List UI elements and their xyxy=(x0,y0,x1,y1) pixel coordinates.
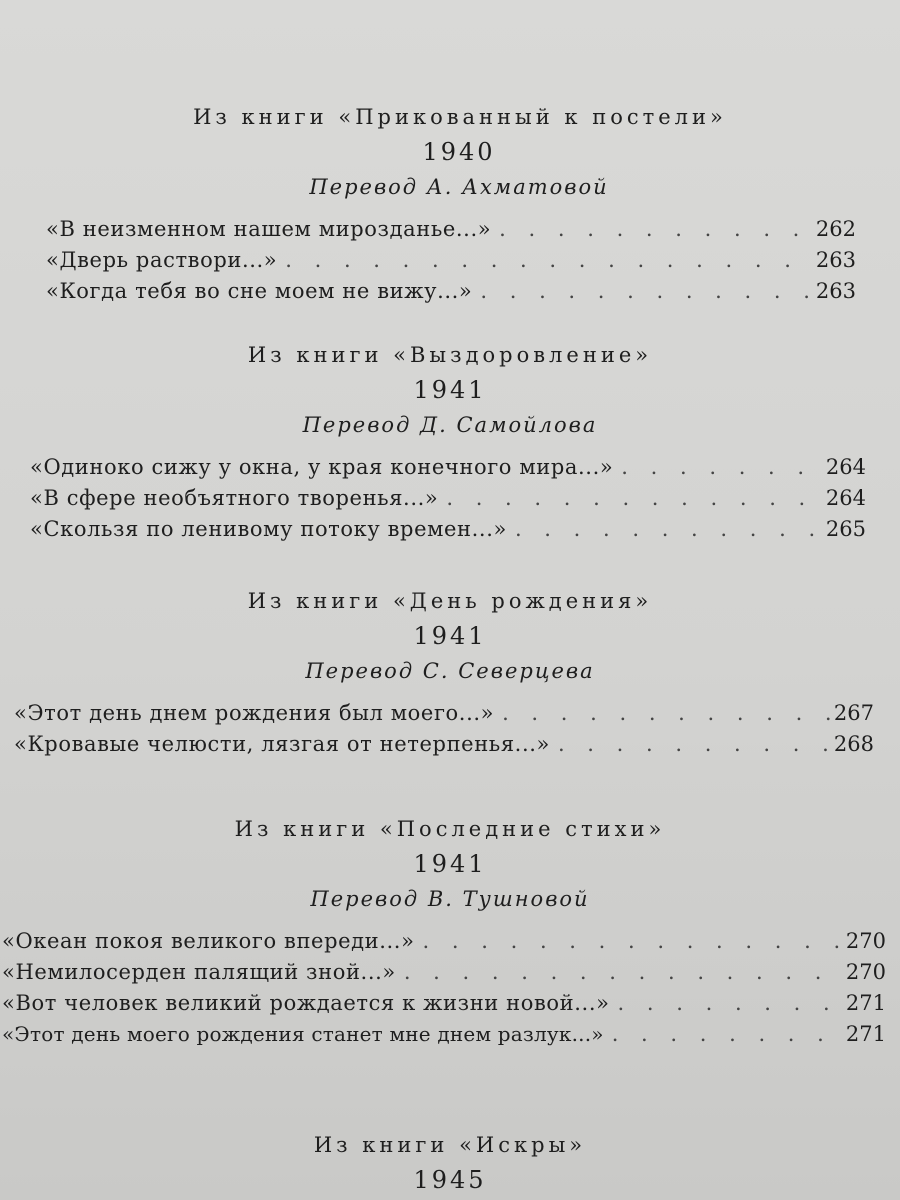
book-title: Из книги «Выздоровление» xyxy=(247,343,653,367)
toc-section xyxy=(0,100,900,307)
toc-section xyxy=(0,584,900,760)
toc-entry xyxy=(2,926,886,957)
leader-dots xyxy=(423,926,844,957)
page-number: 263 xyxy=(815,248,856,272)
entry-title: «Одиноко сижу у окна, у края конечного мира...» xyxy=(30,455,614,479)
translator: Перевод А. Ахматовой xyxy=(309,175,609,199)
year: 1941 xyxy=(413,376,487,404)
entry-title: «Океан покоя великого впереди...» xyxy=(2,929,415,953)
entry-title: «Скользя по ленивому потоку времен...» xyxy=(30,517,507,541)
page-number: 271 xyxy=(845,1022,886,1046)
entry-title: «Когда тебя во сне моем не вижу...» xyxy=(46,279,473,303)
page-number: 271 xyxy=(845,991,886,1015)
toc-entry xyxy=(30,452,866,483)
leader-dots xyxy=(480,276,814,307)
toc-entry xyxy=(30,483,866,514)
page-number: 264 xyxy=(825,455,866,479)
entry-title: «В неизменном нашем мирозданье...» xyxy=(46,217,492,241)
leader-dots xyxy=(618,988,844,1019)
entry-title: «Этот день днем рождения был моего...» xyxy=(14,701,495,725)
entry-list xyxy=(30,452,866,545)
leader-dots xyxy=(285,245,814,276)
book-title: Из книги «Последние стихи» xyxy=(234,817,666,841)
entry-list xyxy=(2,926,886,1050)
leader-dots xyxy=(502,698,832,729)
entry-title: «Кровавые челюсти, лязгая от нетерпенья...» xyxy=(14,732,550,756)
entry-title: «Вот человек великий рождается к жизни новой...» xyxy=(2,991,610,1015)
leader-dots xyxy=(515,514,824,545)
toc-entry xyxy=(2,988,886,1019)
toc-entry xyxy=(14,698,874,729)
translator: Перевод Д. Самойлова xyxy=(302,413,598,437)
translator: Перевод В. Тушновой xyxy=(310,887,590,911)
page-number: 270 xyxy=(845,960,886,984)
year: 1940 xyxy=(422,138,496,166)
year: 1945 xyxy=(413,1166,487,1194)
book-title: Из книги «День рождения» xyxy=(247,589,653,613)
leader-dots xyxy=(499,214,814,245)
toc-section xyxy=(0,1128,900,1198)
entry-title: «Этот день моего рождения станет мне днем разлук...» xyxy=(2,1022,604,1046)
entry-title: «Немилосерден палящий зной...» xyxy=(2,960,396,984)
toc-entry xyxy=(2,957,886,988)
translator: Перевод С. Северцева xyxy=(305,659,595,683)
page-number: 262 xyxy=(815,217,856,241)
leader-dots xyxy=(404,957,844,988)
leader-dots xyxy=(612,1019,844,1050)
toc-entry xyxy=(30,514,866,545)
toc-entry xyxy=(46,276,856,307)
page-number: 263 xyxy=(815,279,856,303)
toc-entry xyxy=(46,214,856,245)
page-number: 264 xyxy=(825,486,866,510)
toc-section xyxy=(0,812,900,1050)
toc-entry xyxy=(2,1019,886,1050)
book-title: Из книги «Прикованный к постели» xyxy=(193,105,727,129)
leader-dots xyxy=(446,483,824,514)
page-number: 265 xyxy=(825,517,866,541)
page-number: 270 xyxy=(845,929,886,953)
leader-dots xyxy=(621,452,824,483)
leader-dots xyxy=(558,729,832,760)
page-number: 267 xyxy=(833,701,874,725)
entry-title: «Дверь раствори...» xyxy=(46,248,278,272)
year: 1941 xyxy=(413,850,487,878)
entry-title: «В сфере необъятного творенья...» xyxy=(30,486,439,510)
page-number: 268 xyxy=(833,732,874,756)
entry-list xyxy=(46,214,856,307)
year: 1941 xyxy=(413,622,487,650)
toc-section xyxy=(0,338,900,545)
book-title: Из книги «Искры» xyxy=(313,1133,587,1157)
entry-list xyxy=(14,698,874,760)
toc-entry xyxy=(46,245,856,276)
toc-entry xyxy=(14,729,874,760)
